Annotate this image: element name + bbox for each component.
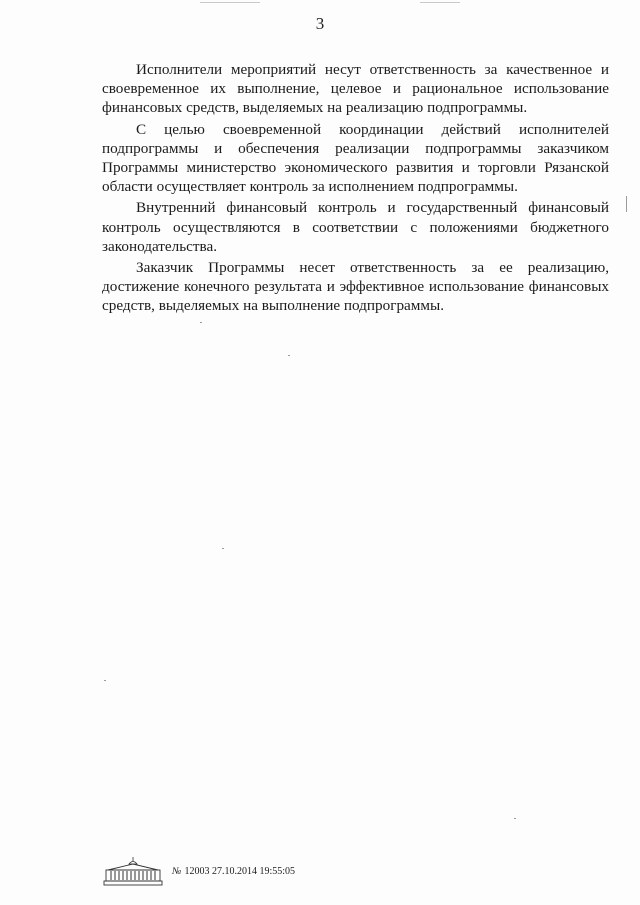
scan-artifact bbox=[514, 818, 516, 819]
paragraph: Внутренний финансовый контроль и государственный финансовый контроль осуществляются в соответствии с положениями бюджетного законодательства. bbox=[102, 199, 609, 255]
page-number: 3 bbox=[315, 14, 325, 33]
registration-datetime: 12003 27.10.2014 19:55:05 bbox=[184, 865, 295, 877]
scan-artifact bbox=[420, 2, 460, 3]
scan-artifact bbox=[222, 548, 224, 549]
scan-artifact bbox=[626, 196, 627, 212]
paragraph: Заказчик Программы несет ответственность за ее реализацию, достижение конечного результата и эффективное использование финансовых средств, выделяемых на выполнение подпрограммы. bbox=[102, 259, 609, 315]
scan-artifact bbox=[288, 355, 290, 356]
scan-artifact bbox=[104, 680, 106, 681]
paragraph: С целью своевременной координации действий исполнителей подпрограммы и обеспечения реализации подпрограммы заказчиком Программы министерство экономического развития и торговли Рязанской области осуществляет контроль за исполнением подпрограммы. bbox=[102, 120, 609, 196]
registration-stamp bbox=[102, 856, 295, 886]
number-sign: № bbox=[172, 865, 182, 877]
scan-artifact bbox=[200, 2, 260, 3]
document-body bbox=[102, 60, 609, 318]
registration-number bbox=[172, 866, 295, 877]
paragraph: Исполнители мероприятий несут ответственность за качественное и своевременное их выполнение, целевое и рациональное использование финансовых средств, выделяемых на реализацию подпрограммы. bbox=[102, 61, 609, 117]
scan-artifact bbox=[200, 322, 202, 323]
building-seal-icon bbox=[102, 856, 164, 886]
